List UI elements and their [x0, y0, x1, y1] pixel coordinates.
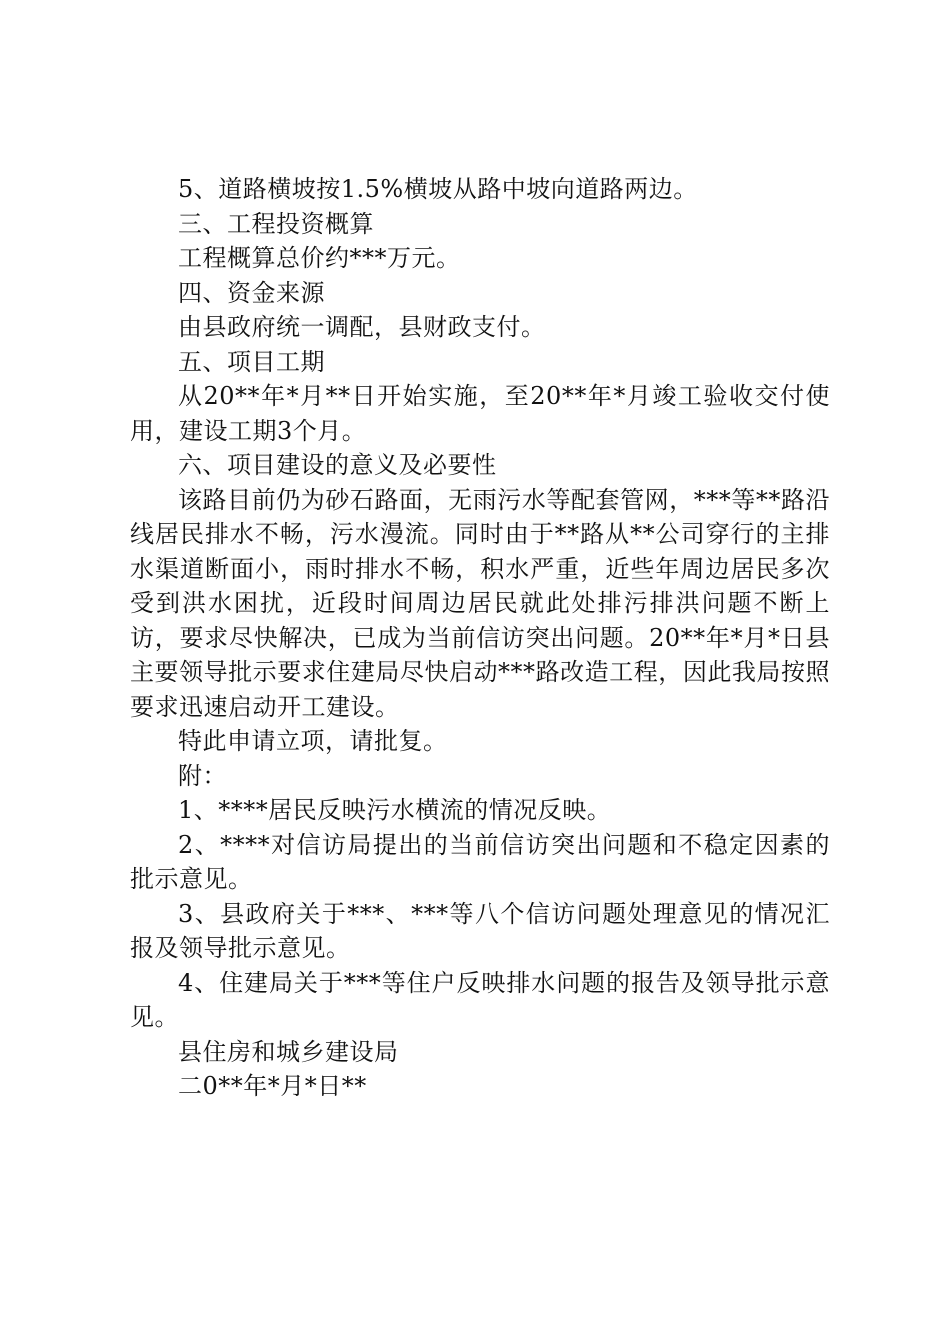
- paragraph-investment-total: 工程概算总价约***万元。: [178, 244, 461, 272]
- attachment-item-3: 3、县政府关于***、***等八个信访问题处理意见的情况汇报及领导批示意见。: [130, 899, 830, 962]
- signature-organization: 县住房和城乡建设局: [178, 1037, 399, 1066]
- signature-date: 二0**年*月*日**: [178, 1072, 367, 1100]
- paragraph-request: 特此申请立项，请批复。: [178, 727, 448, 755]
- heading-project-schedule: 五、项目工期: [178, 347, 325, 376]
- paragraph-road-slope: 5、道路横坡按1.5%横坡从路中坡向道路两边。: [178, 175, 698, 203]
- heading-attachments: 附：: [178, 761, 227, 790]
- attachment-item-1: 1、****居民反映污水横流的情况反映。: [178, 796, 612, 824]
- paragraph-funding-source: 由县政府统一调配，县财政支付。: [178, 313, 546, 341]
- heading-significance: 六、项目建设的意义及必要性: [178, 451, 497, 479]
- attachment-item-4: 4、住建局关于***等住户反映排水问题的报告及领导批示意见。: [130, 968, 830, 1031]
- heading-investment-estimate: 三、工程投资概算: [178, 209, 374, 238]
- attachment-item-2: 2、****对信访局提出的当前信访突出问题和不稳定因素的批示意见。: [130, 830, 830, 893]
- paragraph-significance: 该路目前仍为砂石路面，无雨污水等配套管网，***等**路沿线居民排水不畅，污水漫流。同时由于**路从**公司穿行的主排水渠道断面小，雨时排水不畅，积水严重，近些年周边居民多次受到洪水困扰，近段时间周边居民就此处排污排洪问题不断上访，要求尽快解决，已成为当前信访突出问题。20**年*月*日县主要领导批示要求住建局尽快启动***路改造工程，因此我局按照要求迅速启动开工建设。: [130, 485, 830, 721]
- paragraph-project-schedule: 从20**年*月**日开始实施，至20**年*月竣工验收交付使用，建设工期3个月。: [130, 382, 830, 445]
- document-body: [130, 172, 830, 1104]
- heading-funding-source: 四、资金来源: [178, 278, 325, 307]
